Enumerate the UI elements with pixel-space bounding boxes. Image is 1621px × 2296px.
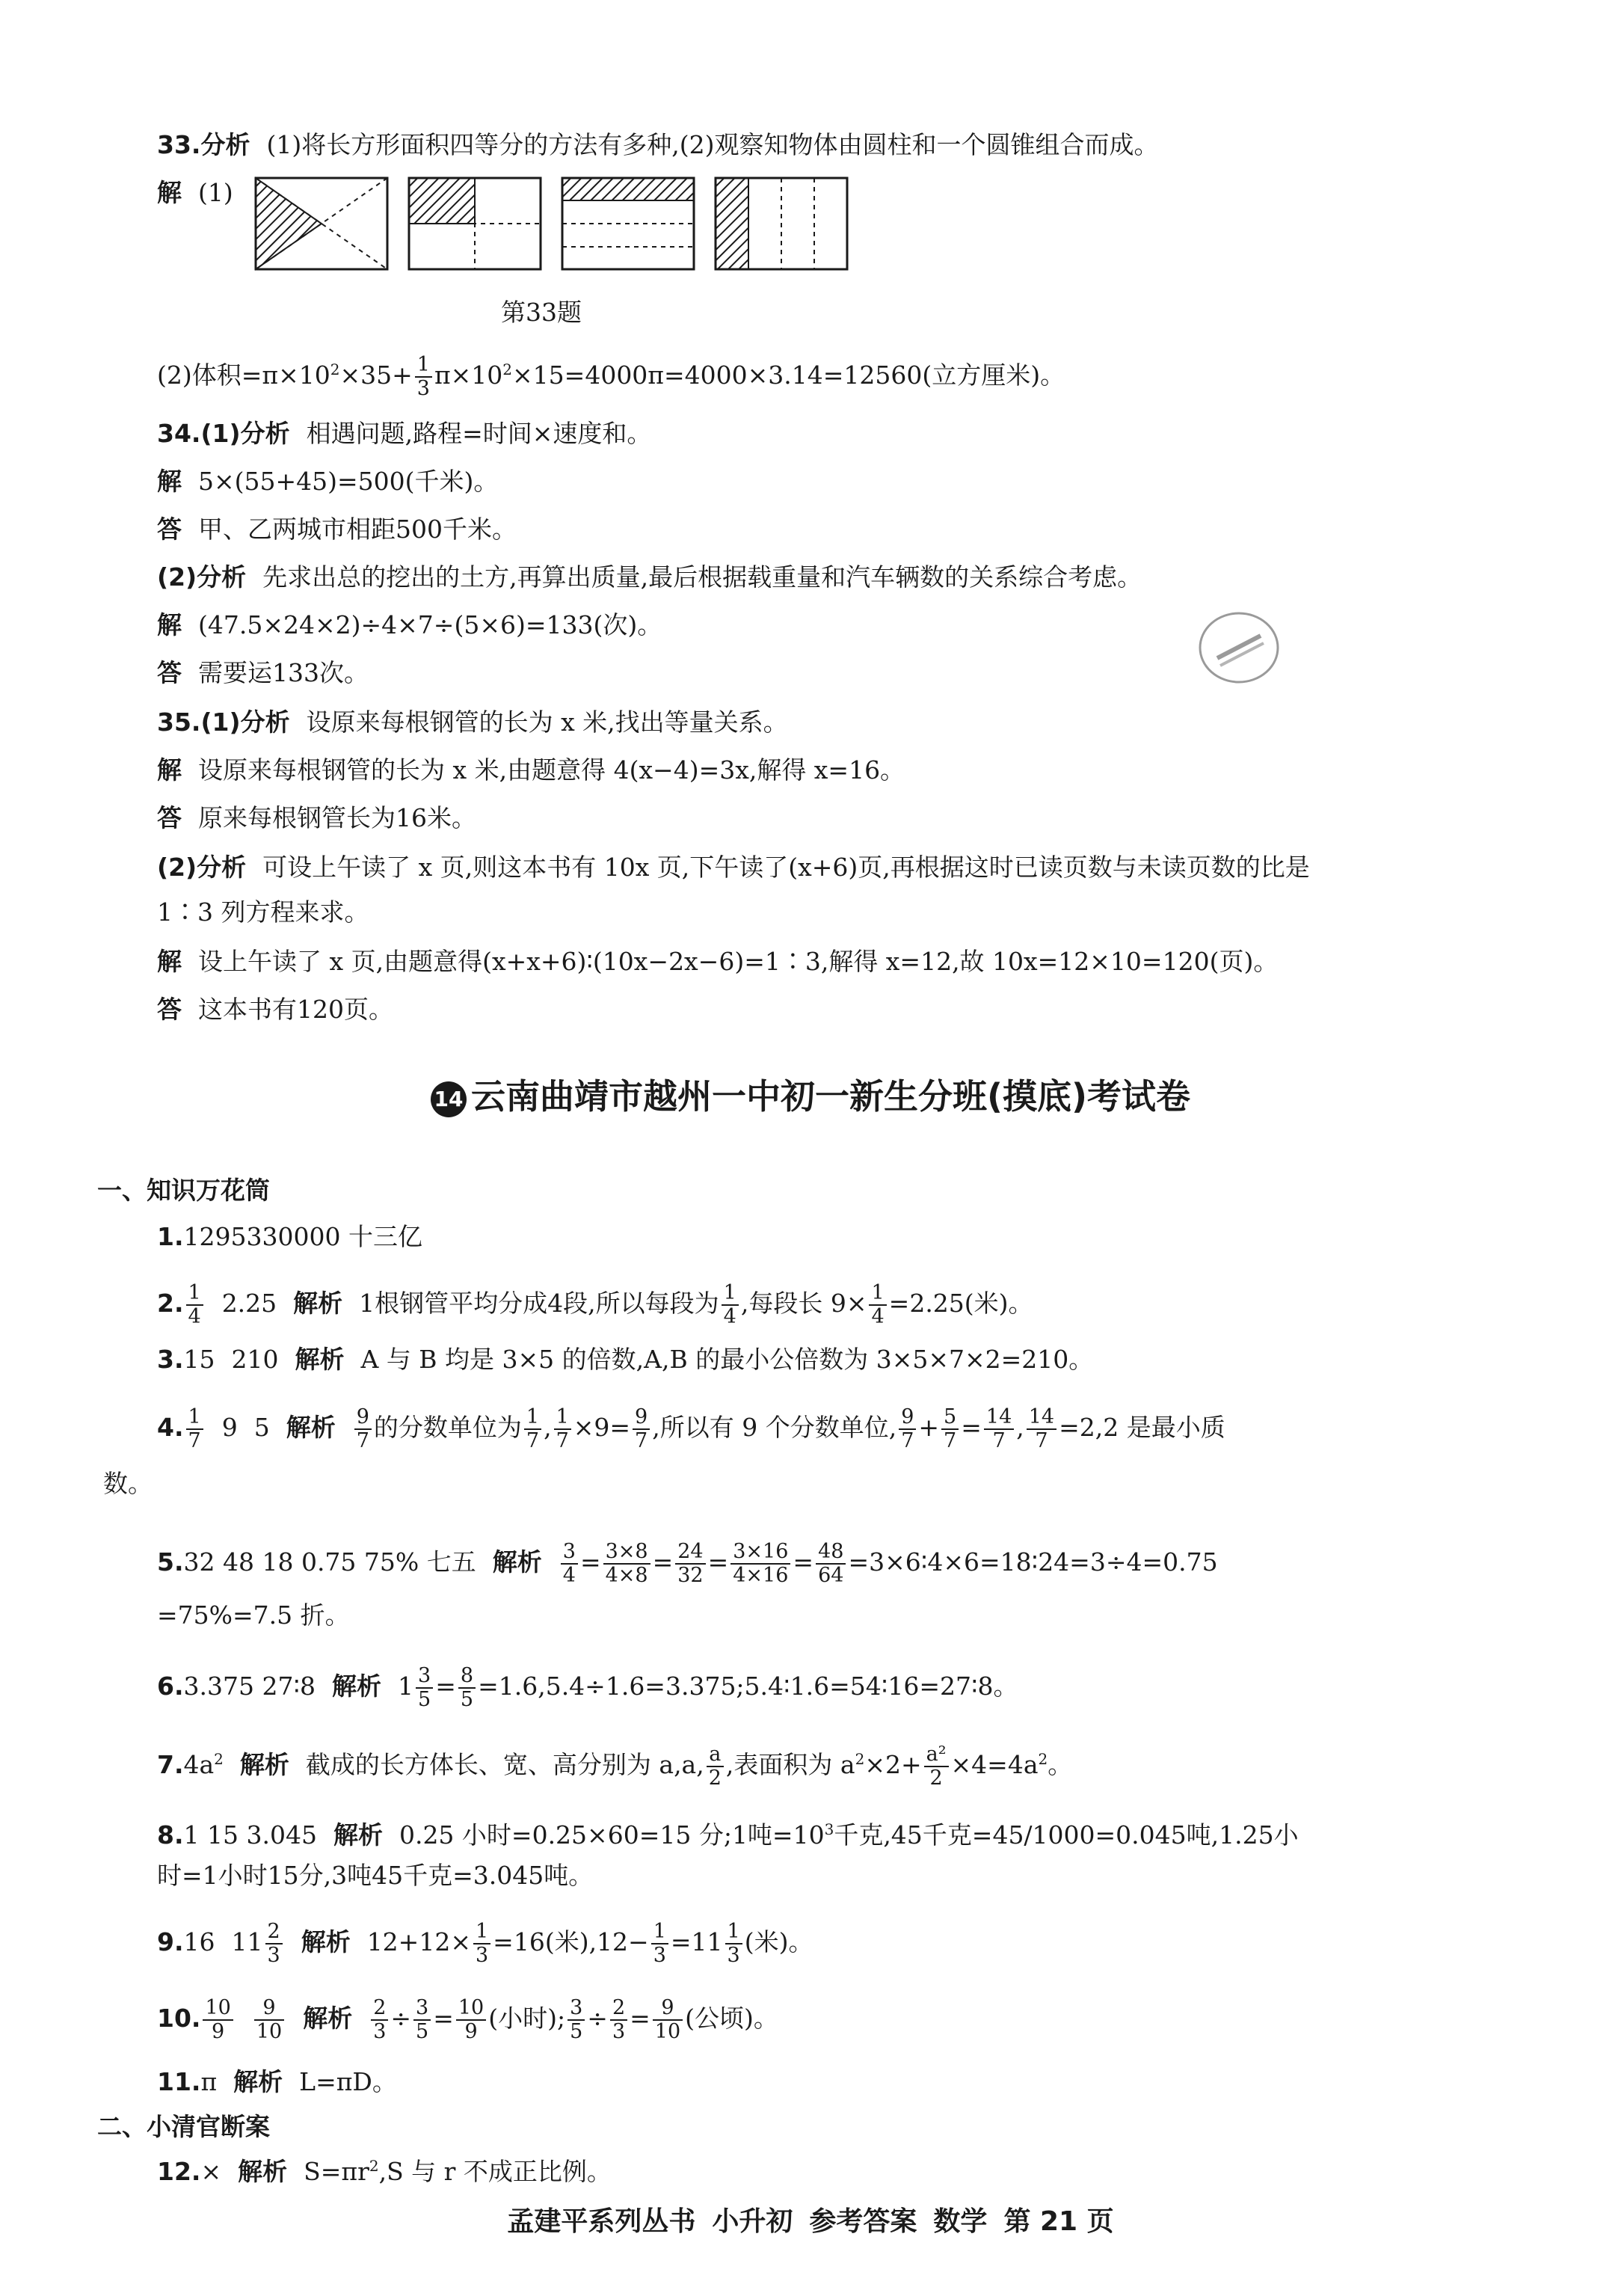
fraction: $\frac{\text{a²}}{2}$ — [924, 1743, 949, 1790]
fraction: $\frac{48}{64}$ — [816, 1541, 846, 1587]
item-1: 1.1295330000 十三亿 — [157, 1222, 422, 1251]
fraction: $\frac{1}{4}$ — [186, 1282, 203, 1328]
item-12: 12.× 解析 $S=\pi r^2,S$ 与 r 不成正比例。 — [157, 2157, 612, 2186]
q35-2-answer: 答 这本书有120页。 — [157, 995, 393, 1024]
q34-1-analysis: 34.(1)分析 相遇问题,路程=时间×速度和。 — [157, 419, 652, 448]
item-2: 2. $\frac{1}{4}$ 2.25 解析 1根钢管平均分成4段,所以每段为 $\frac{1}{4}$ ,每段长 9× $\frac{1}{4}$ =2.25(米)。 — [157, 1281, 1033, 1328]
item-10: 10. $\frac{10}{9}$ $\frac{9}{10}$ 解析 $\frac{2}{3}$ ÷ $\frac{3}{5}$ = $\frac{10}{9}$ (小时); $\frac{3}{5}$ ÷ $\frac{2}{3}$ = $\frac{9}{10}$ (公顷)。 — [157, 1996, 778, 2043]
item-8: 8.1 15 3.045 解析 0.25 小时=0.25×60=15 分;1吨$=10^3$千克,45千克=45/1000=0.045吨,1.25小 — [157, 1820, 1299, 1850]
fraction: $\frac{9}{10}$ — [653, 1997, 683, 2043]
fraction: $\frac{5}{7}$ — [941, 1406, 959, 1452]
fraction: $\frac{9}{10}$ — [254, 1997, 284, 2043]
exam-title: 14 云南曲靖市越州一中初一新生分班(摸底)考试卷 — [0, 1069, 1621, 1119]
q35-1-solution: 解 设原来每根钢管的长为 x 米,由题意得 4(x−4)=3x,解得 x=16。 — [157, 755, 905, 785]
item-5-cont: =75%=7.5 折。 — [157, 1600, 350, 1630]
fraction: $\frac{10}{9}$ — [203, 1997, 233, 2043]
fraction: $\frac{1}{4}$ — [722, 1282, 739, 1328]
fraction: $\frac{1}{7}$ — [524, 1406, 541, 1452]
fraction: $\frac{1}{7}$ — [186, 1406, 203, 1452]
q33-analysis: 33.分析 (1)将长方形面积四等分的方法有多种,(2)观察知物体由圆柱和一个圆锥组合而成。 — [157, 130, 1159, 159]
page-footer: 孟建平系列丛书 小升初 参考答案 数学 第 21 页 — [507, 2206, 1114, 2237]
fraction: $\frac{2}{3}$ — [610, 1997, 627, 2043]
fraction: $\frac{3}{4}$ — [561, 1541, 578, 1587]
fraction: $\frac{a}{2}$ — [707, 1743, 724, 1790]
item-5: 5.32 48 18 0.75 75% 七五 解析 $\frac{3}{4}$ = $\frac{3\times 8}{4\times 8}$ = $\frac{24}{32}$ = $\frac{3\times 16}{4\times 16}$ = $\frac{48}{64}$ =3×6∶4×6=18∶24=3÷4=0.75 — [157, 1540, 1218, 1587]
q34-1-answer: 答 甲、乙两城市相距500千米。 — [157, 515, 517, 544]
fraction: $\frac{9}{7}$ — [354, 1406, 372, 1452]
section-heading-2: 二、小清官断案 — [97, 2112, 270, 2141]
q33-volume: (2)体积$=\pi\times 10^2\times 35+$ $\frac{1}{3}$ $\pi\times 10^2\times 15=4000\pi=4000\times 3.14=12560$(立方厘米)。 — [157, 353, 1065, 400]
q35-1-analysis: 35.(1)分析 设原来每根钢管的长为 x 米,找出等量关系。 — [157, 707, 788, 737]
q34-1-solution: 解 5×(55+45)=500(千米)。 — [157, 467, 499, 496]
fraction: $\frac{1}{3}$ — [473, 1921, 490, 1967]
fraction: $\frac{3}{5}$ — [413, 1997, 431, 2043]
homework-stamp-icon — [1195, 606, 1283, 688]
fraction: $\frac{9}{7}$ — [899, 1406, 916, 1452]
item-3: 3.15 210 解析 A 与 B 均是 3×5 的倍数,A,B 的最小公倍数为 3×5×7×2=210。 — [157, 1345, 1094, 1374]
q34-2-analysis: (2)分析 先求出总的挖出的土方,再算出质量,最后根据载重量和汽车辆数的关系综合考虑。 — [157, 562, 1142, 592]
q35-1-answer: 答 原来每根钢管长为16米。 — [157, 803, 476, 832]
fraction: $\frac{3\times 8}{4\times 8}$ — [603, 1541, 650, 1587]
fraction: $\frac{24}{32}$ — [675, 1541, 705, 1587]
fraction: $\frac{14}{7}$ — [1027, 1406, 1056, 1452]
item-4-cont: 数。 — [103, 1469, 153, 1498]
fraction: $\frac{3}{5}$ — [416, 1665, 433, 1711]
q35-2-solution: 解 设上午读了 x 页,由题意得(x+x+6)∶(10x−2x−6)=1∶3,解得 x=12,故 10x=12×10=120(页)。 — [157, 947, 1279, 976]
fraction: $\frac{9}{7}$ — [633, 1406, 650, 1452]
q34-2-answer: 答 需要运133次。 — [157, 658, 369, 687]
q35-2-analysis-cont: 1∶3 列方程来求。 — [157, 897, 369, 927]
figure-rect-3 — [562, 178, 694, 269]
fraction: $\frac{14}{7}$ — [984, 1406, 1014, 1452]
q33-solution-label: 解 (1) — [157, 178, 233, 207]
item-9: 9.16 11 $\frac{2}{3}$ 解析 12+12× $\frac{1}{3}$ =16(米),12− $\frac{1}{3}$ =11 $\frac{1}{3}$ (米)。 — [157, 1920, 813, 1967]
fraction: $\frac{1}{4}$ — [869, 1282, 886, 1328]
item-8-cont: 时=1小时15分,3吨45千克=3.045吨。 — [157, 1861, 594, 1890]
fraction: $\frac{1}{3}$ — [725, 1921, 742, 1967]
fraction: $\frac{10}{9}$ — [456, 1997, 486, 2043]
figure-rect-4 — [716, 178, 847, 269]
exam-number-badge: 14 — [431, 1081, 467, 1117]
fraction: $\frac{3}{5}$ — [567, 1997, 585, 2043]
figure-caption: 第33题 — [501, 298, 582, 327]
item-6: 6.3.375 27∶8 解析 1 $\frac{3}{5}$ = $\frac{8}{5}$ =1.6,5.4÷1.6=3.375;5.4∶1.6=54∶16=27∶8。 — [157, 1664, 1018, 1711]
figure-rect-1 — [256, 178, 387, 269]
fraction: $\frac{1}{7}$ — [554, 1406, 571, 1452]
fraction: $\frac{2}{3}$ — [265, 1921, 283, 1967]
figure-rect-2 — [409, 178, 541, 269]
item-4: 4. $\frac{1}{7}$ 9 5 解析 $\frac{9}{7}$ 的分数单位为 $\frac{1}{7}$ , $\frac{1}{7}$ ×9= $\frac{9}{7}$ ,所以有 9 个分数单位, $\frac{9}{7}$ + $\frac{5}{7}$ = $\frac{14}{7}$ , $\frac{14}{7}$ =2,2 是最小质 — [157, 1405, 1225, 1452]
item-11: 11.π 解析 L=πD。 — [157, 2067, 397, 2096]
item-7: $7.4a^2$ 解析 截成的长方体长、宽、高分别为 a,a, $\frac{a}{2}$ ,表面积为 $a^2\times 2+$ $\frac{\text{a²}}{2}$ $\times 4=4a^2$。 — [157, 1743, 1073, 1790]
q33-rectangle-figures — [254, 177, 852, 274]
fraction: $\frac{1}{3}$ — [651, 1921, 668, 1967]
fraction: $\frac{8}{5}$ — [458, 1665, 476, 1711]
q35-2-analysis: (2)分析 可设上午读了 x 页,则这本书有 10x 页,下午读了(x+6)页,再根据这时已读页数与未读页数的比是 — [157, 853, 1310, 882]
fraction: $\frac{3\times 16}{4\times 16}$ — [730, 1541, 790, 1587]
section-heading-1: 一、知识万花筒 — [97, 1176, 270, 1205]
q34-2-solution: 解 (47.5×24×2)÷4×7÷(5×6)=133(次)。 — [157, 610, 662, 639]
fraction: $\frac{1}{3}$ — [415, 354, 432, 400]
fraction: $\frac{2}{3}$ — [371, 1997, 388, 2043]
